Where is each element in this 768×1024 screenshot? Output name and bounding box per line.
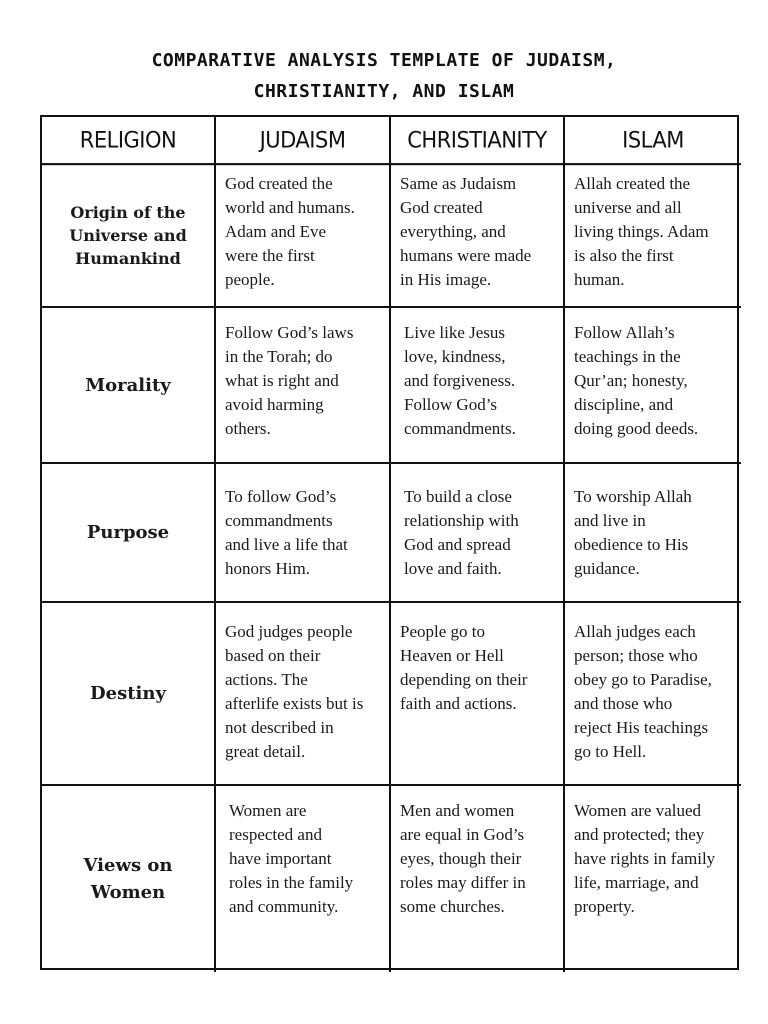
cell-destiny-judaism: God judges people based on their actions. The afterlife exists but is not described in great detail. <box>216 603 391 786</box>
cell-morality-christianity: Live like Jesus love, kindness, and forgiveness. Follow God’s commandments. <box>391 308 565 464</box>
cell-origin-christianity: Same as Judaism God created everything, and humans were made in His image. <box>391 164 565 308</box>
cell-destiny-christianity: People go to Heaven or Hell depending on their faith and actions. <box>391 603 565 786</box>
header-christianity: CHRISTIANITY <box>391 116 565 165</box>
cell-purpose-islam: To worship Allah and live in obedience to His guidance. <box>565 464 741 603</box>
cell-origin-islam: Allah created the universe and all living things. Adam is also the first human. <box>565 164 741 308</box>
row-label-destiny: Destiny <box>42 603 216 786</box>
row-label-purpose: Purpose <box>42 464 216 603</box>
cell-morality-islam: Follow Allah’s teachings in the Qur’an; honesty, discipline, and doing good deeds. <box>565 308 741 464</box>
comparison-table <box>40 115 739 970</box>
page-title-line-1: COMPARATIVE ANALYSIS TEMPLATE OF JUDAISM, <box>151 50 617 71</box>
header-religion: RELIGION <box>42 116 216 165</box>
cell-women-judaism: Women are respected and have important roles in the family and community. <box>216 786 391 972</box>
cell-destiny-islam: Allah judges each person; those who obey go to Paradise, and those who reject His teachings go to Hell. <box>565 603 741 786</box>
row-label-views-on-women: Views on Women <box>42 786 216 972</box>
cell-purpose-christianity: To build a close relationship with God and spread love and faith. <box>391 464 565 603</box>
cell-women-christianity: Men and women are equal in God’s eyes, though their roles may differ in some churches. <box>391 786 565 972</box>
cell-origin-judaism: God created the world and humans. Adam and Eve were the first people. <box>216 164 391 308</box>
header-judaism: JUDAISM <box>216 116 391 165</box>
header-islam: ISLAM <box>565 116 741 165</box>
page-title-line-2: CHRISTIANITY, AND ISLAM <box>253 81 515 102</box>
row-label-morality: Morality <box>42 308 216 464</box>
cell-women-islam: Women are valued and protected; they have rights in family life, marriage, and property. <box>574 801 716 916</box>
cell-morality-judaism: Follow God’s laws in the Torah; do what is right and avoid harming others. <box>216 308 391 464</box>
cell-purpose-judaism: To follow God’s commandments and live a life that honors Him. <box>216 464 391 603</box>
row-label-origin: Origin of the Universe and Humankind <box>42 164 216 308</box>
